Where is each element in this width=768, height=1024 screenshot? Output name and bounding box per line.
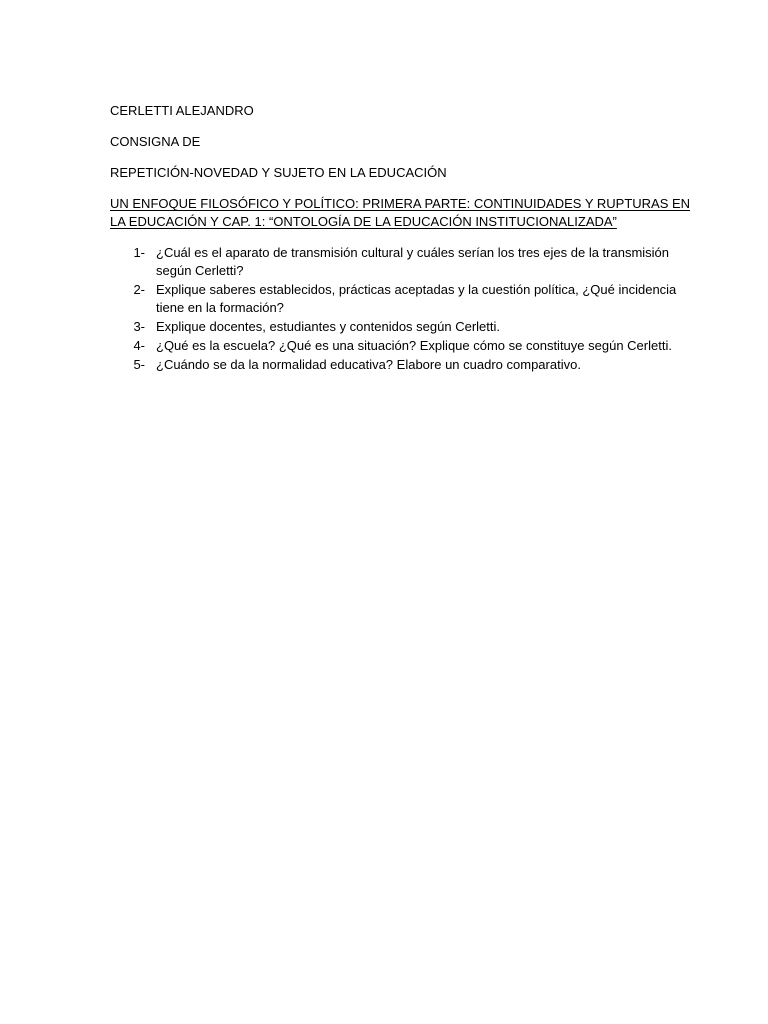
question-number: 2- [133, 282, 145, 297]
question-item-1 [110, 244, 702, 280]
question-number: 5- [133, 357, 145, 372]
assignment-label: CONSIGNA DE [110, 134, 201, 149]
question-text: Explique saberes establecidos, prácticas aceptadas y la cuestión política, ¿Qué incidencia tiene en la formación? [156, 282, 677, 315]
question-text: ¿Qué es la escuela? ¿Qué es una situación? Explique cómo se constituye según Cerletti. [156, 338, 672, 353]
question-item-5 [110, 356, 702, 374]
question-text: ¿Cuál es el aparato de transmisión cultural y cuáles serían los tres ejes de la transmisión según Cerletti? [156, 245, 670, 278]
author-line: CERLETTI ALEJANDRO [110, 103, 254, 118]
question-number: 4- [133, 338, 145, 353]
book-title: REPETICIÓN-NOVEDAD Y SUJETO EN LA EDUCACIÓN [110, 165, 447, 180]
question-number: 3- [133, 319, 145, 334]
question-item-4 [110, 337, 702, 355]
section-heading: UN ENFOQUE FILOSÓFICO Y POLÍTICO: PRIMERA PARTE: CONTINUIDADES Y RUPTURAS EN LA EDUCACIÓN Y CAP. 1: “ONTOLOGÍA DE LA EDUCACIÓN INSTITUCIONALIZADA” [110, 196, 691, 229]
question-text: Explique docentes, estudiantes y contenidos según Cerletti. [156, 319, 500, 334]
question-item-3 [110, 318, 702, 336]
question-text: ¿Cuándo se da la normalidad educativa? Elabore un cuadro comparativo. [156, 357, 581, 372]
question-number: 1- [133, 245, 145, 260]
question-list [110, 244, 702, 374]
question-item-2 [110, 281, 702, 317]
